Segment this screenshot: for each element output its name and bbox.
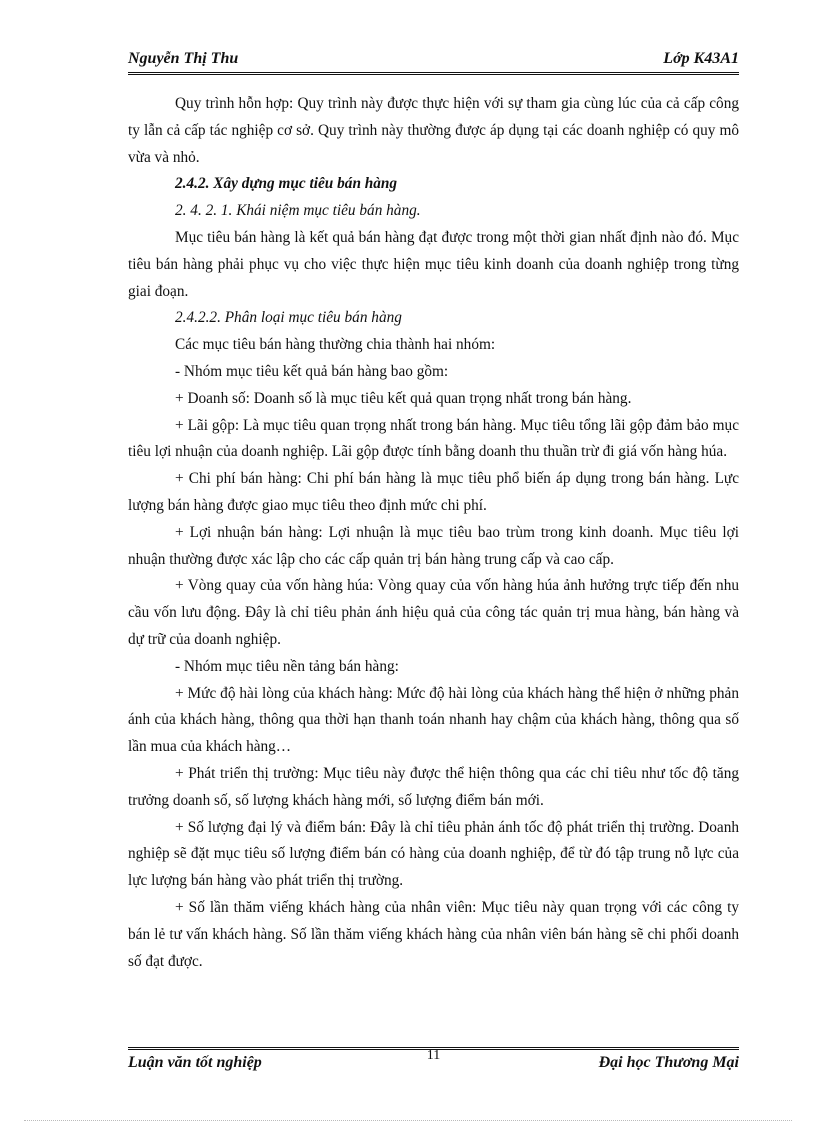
list-item: + Số lượng đại lý và điểm bán: Đây là chỉ tiêu phản ánh tốc độ phát triển thị trường. Doanh nghiệp sẽ đặt mục tiêu số lượng điểm bán có hàng của doanh nghiệp, để từ đó tập trung nỗ lực của lực lượng bán hàng vào phát triển thị trường. bbox=[128, 818, 739, 890]
paragraph: Các mục tiêu bán hàng thường chia thành hai nhóm: bbox=[175, 336, 496, 354]
list-item: + Phát triển thị trường: Mục tiêu này được thể hiện thông qua các chỉ tiêu như tốc độ tăng trưởng doanh số, số lượng khách hàng mới, số lượng điểm bán mới. bbox=[128, 764, 739, 809]
list-item: - Nhóm mục tiêu kết quả bán hàng bao gồm: bbox=[175, 362, 449, 380]
subsection-heading: 2.4.2.2. Phân loại mục tiêu bán hàng bbox=[175, 309, 402, 327]
list-item: + Vòng quay của vốn hàng húa: Vòng quay của vốn hàng húa ảnh hưởng trực tiếp đến nhu cầu vốn lưu động. Đây là chỉ tiêu phản ánh hiệu quả của công tác quản trị mua hàng, bán hàng và dự trữ của doanh nghiệp. bbox=[128, 577, 739, 648]
header-author: Nguyễn Thị Thu bbox=[128, 50, 239, 67]
page-number: 11 bbox=[426, 1048, 441, 1063]
footer-thesis-label: Luận văn tốt nghiệp bbox=[128, 1054, 262, 1071]
header-class: Lớp K43A1 bbox=[663, 50, 739, 67]
list-item: + Chi phí bán hàng: Chi phí bán hàng là mục tiêu phổ biến áp dụng trong bán hàng. Lực lượng bán hàng được giao mục tiêu theo định mức chi phí. bbox=[128, 470, 739, 514]
paragraph: Quy trình hỗn hợp: Quy trình này được thực hiện với sự tham gia cùng lúc của cả cấp công ty lẫn cả cấp tác nghiệp cơ sở. Quy trình này thường được áp dụng tại các doanh nghiệp có quy mô vừa và nhỏ. bbox=[128, 95, 739, 166]
section-heading: 2.4.2. Xây dựng mục tiêu bán hàng bbox=[175, 175, 398, 193]
page-footer bbox=[128, 1048, 739, 1078]
list-item: + Mức độ hài lòng của khách hàng: Mức độ hài lòng của khách hàng thể hiện ở những phản ánh của khách hàng, thông qua thời hạn thanh toán nhanh hay chậm của khách hàng, thông qua số lần mua của khách hàng… bbox=[128, 684, 739, 756]
list-item: + Lãi gộp: Là mục tiêu quan trọng nhất trong bán hàng. Mục tiêu tổng lãi gộp đảm bảo mục tiêu lợi nhuận của doanh nghiệp. Lãi gộp được tính bằng doanh thu thuần trừ đi giá vốn hàng húa. bbox=[128, 416, 739, 461]
list-item: - Nhóm mục tiêu nền tảng bán hàng: bbox=[175, 657, 399, 675]
page-boundary bbox=[24, 1120, 792, 1121]
list-item: + Lợi nhuận bán hàng: Lợi nhuận là mục tiêu bao trùm trong kinh doanh. Mục tiêu lợi nhuận thường được xác lập cho các cấp quản trị bán hàng trung cấp và cao cấp. bbox=[128, 523, 739, 568]
list-item: + Số lần thăm viếng khách hàng của nhân viên: Mục tiêu này quan trọng với các công ty bán lẻ tư vấn khách hàng. Số lần thăm viếng khách hàng của nhân viên bán hàng sẽ chi phối doanh số đạt được. bbox=[128, 898, 739, 970]
paragraph: Mục tiêu bán hàng là kết quả bán hàng đạt được trong một thời gian nhất định nào đó. Mục tiêu bán hàng phải phục vụ cho việc thực hiện mục tiêu kinh doanh của doanh nghiệp trong từng giai đoạn. bbox=[128, 228, 739, 300]
header-rule bbox=[128, 72, 739, 75]
footer-university: Đại học Thương Mại bbox=[598, 1054, 739, 1071]
document-body bbox=[128, 91, 739, 975]
subsection-heading: 2. 4. 2. 1. Khái niệm mục tiêu bán hàng. bbox=[175, 202, 421, 220]
page-header bbox=[128, 50, 739, 74]
list-item: + Doanh số: Doanh số là mục tiêu kết quả quan trọng nhất trong bán hàng. bbox=[175, 389, 632, 407]
